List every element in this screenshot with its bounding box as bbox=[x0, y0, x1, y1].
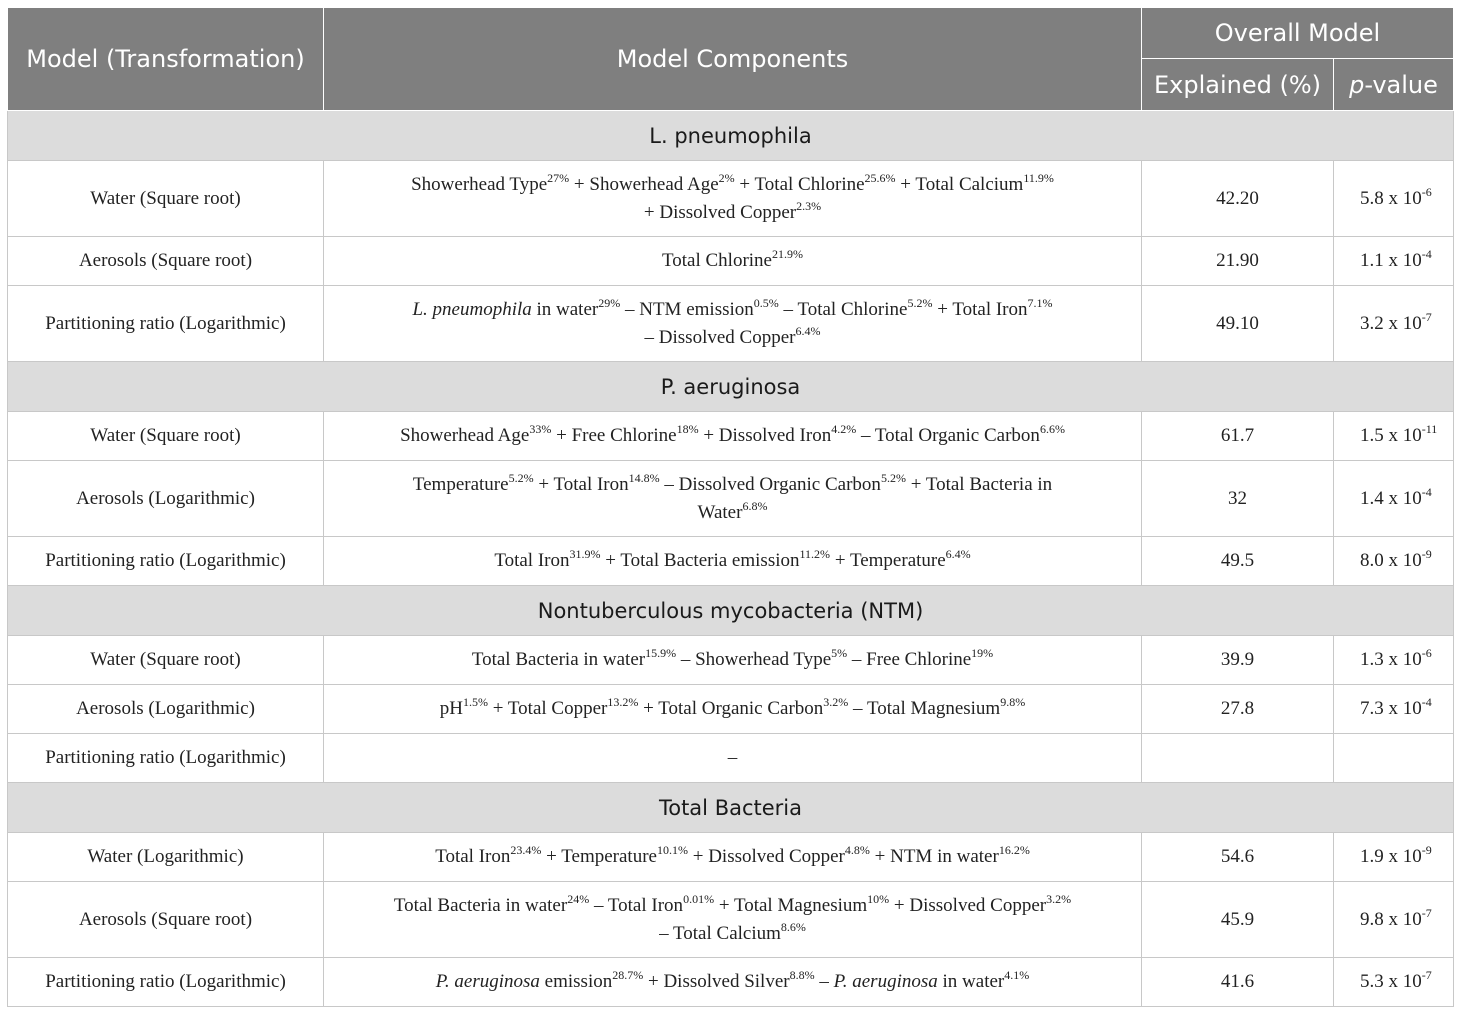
component-contribution: 5% bbox=[831, 646, 848, 660]
component-name: in water bbox=[531, 298, 599, 320]
component-contribution: 10% bbox=[867, 891, 890, 906]
operator: – bbox=[644, 326, 659, 348]
explained-cell: 39.9 bbox=[1142, 636, 1334, 685]
p-value-exponent: -4 bbox=[1421, 695, 1432, 709]
section-title: L. pneumophila bbox=[8, 111, 1454, 161]
component-contribution: 15.9% bbox=[645, 646, 677, 660]
component-name: Showerhead Type bbox=[695, 649, 832, 670]
table-row bbox=[8, 958, 1454, 1007]
component-name: Total Chlorine bbox=[754, 173, 865, 195]
operator: + bbox=[533, 473, 554, 495]
explained-cell: 54.6 bbox=[1142, 833, 1334, 882]
p-value-exponent: -11 bbox=[1421, 422, 1438, 436]
operator: + bbox=[869, 846, 891, 867]
p-value-cell bbox=[1334, 958, 1454, 1007]
explained-cell: 32 bbox=[1142, 461, 1334, 537]
component-contribution: 6.8% bbox=[742, 498, 768, 513]
component-contribution: 7.1% bbox=[1027, 295, 1053, 310]
p-value-base: 1.9 x 10 bbox=[1360, 846, 1422, 867]
operator: + bbox=[541, 846, 562, 867]
model-cell: Water (Square root) bbox=[8, 161, 324, 237]
component-contribution: 11.9% bbox=[1023, 170, 1054, 185]
p-value-exponent: -6 bbox=[1421, 184, 1432, 199]
p-value-cell bbox=[1334, 161, 1454, 237]
components-cell bbox=[324, 734, 1142, 783]
table-row bbox=[8, 286, 1454, 362]
components-cell bbox=[324, 537, 1142, 586]
section-row bbox=[8, 362, 1454, 412]
header-p-suffix: -value bbox=[1364, 70, 1438, 99]
p-value-cell bbox=[1334, 412, 1454, 461]
operator: + bbox=[551, 425, 572, 446]
component-contribution: 3.2% bbox=[1046, 891, 1072, 906]
organism-name: L. pneumophila bbox=[412, 298, 532, 320]
component-contribution: 1.5% bbox=[463, 695, 489, 709]
model-cell: Partitioning ratio (Logarithmic) bbox=[8, 958, 324, 1007]
model-cell: Water (Logarithmic) bbox=[8, 833, 324, 882]
component-contribution: 16.2% bbox=[998, 843, 1030, 857]
table-row bbox=[8, 734, 1454, 783]
component-contribution: 31.9% bbox=[569, 547, 601, 561]
component-name: Total Chlorine bbox=[661, 250, 772, 271]
component-contribution: 13.2% bbox=[607, 695, 639, 709]
explained-cell: 41.6 bbox=[1142, 958, 1334, 1007]
table-row bbox=[8, 685, 1454, 734]
header-overall-model: Overall Model bbox=[1142, 8, 1454, 59]
component-name: Temperature bbox=[412, 473, 509, 495]
operator: + bbox=[905, 473, 926, 495]
p-value-base: 1.5 x 10 bbox=[1360, 425, 1422, 446]
components-cell bbox=[324, 412, 1142, 461]
p-value-cell bbox=[1334, 685, 1454, 734]
component-name: Dissolved Copper bbox=[659, 201, 797, 223]
p-value-cell bbox=[1334, 237, 1454, 286]
model-cell: Water (Square root) bbox=[8, 636, 324, 685]
operator: – bbox=[856, 425, 875, 446]
explained-cell bbox=[1142, 734, 1334, 783]
p-value-cell bbox=[1334, 286, 1454, 362]
component-name: Temperature bbox=[849, 550, 946, 571]
component-contribution: 0.01% bbox=[683, 891, 715, 906]
p-value-exponent: -4 bbox=[1421, 484, 1432, 499]
table-header bbox=[8, 8, 1454, 111]
organism-name: P. aeruginosa bbox=[833, 971, 938, 992]
component-contribution: 6.6% bbox=[1039, 422, 1065, 436]
operator: – bbox=[814, 971, 834, 992]
operator: + bbox=[698, 425, 719, 446]
section-title: Nontuberculous mycobacteria (NTM) bbox=[8, 586, 1454, 636]
component-name: Total Magnesium bbox=[733, 894, 868, 916]
component-name: Total Bacteria emission bbox=[620, 550, 800, 571]
components-cell bbox=[324, 161, 1142, 237]
header-p-letter: p bbox=[1349, 70, 1365, 99]
operator: + bbox=[569, 173, 590, 195]
operator: – bbox=[778, 298, 798, 320]
component-name: Dissolved Silver bbox=[663, 971, 790, 992]
p-value-base: 7.3 x 10 bbox=[1360, 698, 1422, 719]
component-name: Total Iron bbox=[494, 550, 570, 571]
model-cell: Water (Square root) bbox=[8, 412, 324, 461]
section-row bbox=[8, 586, 1454, 636]
component-contribution: 6.4% bbox=[795, 323, 821, 338]
header-model: Model (Transformation) bbox=[8, 8, 324, 111]
component-name: Total Organic Carbon bbox=[874, 425, 1040, 446]
operator: – bbox=[848, 698, 867, 719]
component-name: in water bbox=[937, 971, 1005, 992]
table-row bbox=[8, 461, 1454, 537]
operator: + bbox=[638, 698, 659, 719]
operator: + bbox=[889, 894, 910, 916]
operator: + bbox=[895, 173, 916, 195]
model-cell: Partitioning ratio (Logarithmic) bbox=[8, 537, 324, 586]
component-contribution: 3.2% bbox=[823, 695, 849, 709]
table-row bbox=[8, 161, 1454, 237]
component-contribution: 18% bbox=[676, 422, 699, 436]
component-name: Total Magnesium bbox=[866, 698, 1001, 719]
p-value-cell bbox=[1334, 833, 1454, 882]
operator: + bbox=[714, 894, 734, 916]
component-contribution: 4.8% bbox=[844, 843, 870, 857]
component-name: Temperature bbox=[561, 846, 657, 867]
p-value-cell bbox=[1334, 636, 1454, 685]
section-title: P. aeruginosa bbox=[8, 362, 1454, 412]
component-contribution: 2.3% bbox=[796, 198, 822, 213]
component-contribution: 23.4% bbox=[510, 843, 542, 857]
component-name: Free Chlorine bbox=[866, 649, 972, 670]
component-name: Total Organic Carbon bbox=[658, 698, 824, 719]
explained-cell: 45.9 bbox=[1142, 882, 1334, 958]
component-contribution: 10.1% bbox=[656, 843, 688, 857]
component-name: NTM emission bbox=[639, 298, 754, 320]
section-row bbox=[8, 111, 1454, 161]
operator: – bbox=[589, 894, 608, 916]
explained-cell: 49.5 bbox=[1142, 537, 1334, 586]
table-row bbox=[8, 412, 1454, 461]
p-value-exponent: -7 bbox=[1421, 968, 1432, 982]
p-value-exponent: -4 bbox=[1421, 247, 1432, 261]
explained-cell: 49.10 bbox=[1142, 286, 1334, 362]
p-value-base: 1.4 x 10 bbox=[1360, 487, 1422, 509]
operator: + bbox=[488, 698, 508, 719]
p-value-base: 5.3 x 10 bbox=[1360, 971, 1422, 992]
table-row bbox=[8, 833, 1454, 882]
p-value-cell bbox=[1334, 461, 1454, 537]
components-cell bbox=[324, 882, 1142, 958]
components-cell bbox=[324, 636, 1142, 685]
model-cell: Aerosols (Logarithmic) bbox=[8, 685, 324, 734]
components-cell bbox=[324, 461, 1142, 537]
component-name: Total Copper bbox=[507, 698, 608, 719]
component-contribution: 11.2% bbox=[799, 547, 831, 561]
table-row bbox=[8, 537, 1454, 586]
table-row bbox=[8, 882, 1454, 958]
component-contribution: 2% bbox=[718, 170, 735, 185]
component-contribution: 0.5% bbox=[753, 295, 779, 310]
header-p-value bbox=[1334, 59, 1454, 111]
components-cell bbox=[324, 833, 1142, 882]
components-cell bbox=[324, 237, 1142, 286]
component-contribution: 9.8% bbox=[1000, 695, 1026, 709]
component-contribution: 24% bbox=[567, 891, 590, 906]
p-value-base: 1.1 x 10 bbox=[1360, 250, 1422, 271]
operator: – bbox=[847, 649, 867, 670]
model-cell: Partitioning ratio (Logarithmic) bbox=[8, 734, 324, 783]
operator: – bbox=[676, 649, 696, 670]
operator: + bbox=[600, 550, 621, 571]
component-name: – bbox=[727, 747, 738, 768]
operator: + bbox=[687, 846, 709, 867]
p-value-exponent: -7 bbox=[1421, 309, 1432, 324]
operator: + bbox=[643, 201, 660, 223]
component-contribution: 33% bbox=[529, 422, 552, 436]
component-contribution: 5.2% bbox=[907, 295, 933, 310]
component-name: Total Bacteria in bbox=[925, 473, 1053, 495]
explained-cell: 27.8 bbox=[1142, 685, 1334, 734]
p-value-exponent: -9 bbox=[1421, 547, 1432, 561]
component-name: Total Chlorine bbox=[797, 298, 908, 320]
component-contribution: 28.7% bbox=[612, 968, 644, 982]
component-name: Showerhead Age bbox=[400, 425, 530, 446]
table-body bbox=[8, 111, 1454, 1007]
table-row bbox=[8, 636, 1454, 685]
p-value-base: 5.8 x 10 bbox=[1360, 187, 1422, 209]
p-value-cell bbox=[1334, 734, 1454, 783]
component-name: Showerhead Age bbox=[589, 173, 719, 195]
component-contribution: 5.2% bbox=[880, 470, 906, 485]
explained-cell: 21.90 bbox=[1142, 237, 1334, 286]
components-cell bbox=[324, 958, 1142, 1007]
component-name: pH bbox=[439, 698, 464, 719]
component-name: Dissolved Copper bbox=[658, 326, 796, 348]
component-name: Dissolved Copper bbox=[708, 846, 845, 867]
component-name: Total Bacteria in water bbox=[393, 894, 568, 916]
component-name: Water bbox=[697, 501, 743, 523]
header-components: Model Components bbox=[324, 8, 1142, 111]
component-contribution: 19% bbox=[971, 646, 994, 660]
component-name: Dissolved Organic Carbon bbox=[678, 473, 881, 495]
model-cell: Aerosols (Square root) bbox=[8, 237, 324, 286]
component-contribution: 4.2% bbox=[831, 422, 857, 436]
component-contribution: 4.1% bbox=[1004, 968, 1030, 982]
explained-cell: 61.7 bbox=[1142, 412, 1334, 461]
model-cell: Aerosols (Square root) bbox=[8, 882, 324, 958]
p-value-base: 1.3 x 10 bbox=[1360, 649, 1422, 670]
component-name: Total Bacteria in water bbox=[471, 649, 646, 670]
operator: + bbox=[643, 971, 664, 992]
p-value-cell bbox=[1334, 882, 1454, 958]
component-contribution: 29% bbox=[598, 295, 621, 310]
component-name: Dissolved Copper bbox=[909, 894, 1047, 916]
component-contribution: 21.9% bbox=[772, 247, 803, 261]
component-contribution: 5.2% bbox=[508, 470, 534, 485]
p-value-exponent: -9 bbox=[1421, 843, 1432, 857]
p-value-base: 3.2 x 10 bbox=[1360, 312, 1422, 334]
operator: + bbox=[830, 550, 850, 571]
component-name: NTM in water bbox=[890, 846, 999, 867]
component-name: Total Iron bbox=[553, 473, 629, 495]
component-name: Total Iron bbox=[435, 846, 511, 867]
operator: – bbox=[620, 298, 640, 320]
component-name: Total Iron bbox=[952, 298, 1028, 320]
component-name: Total Calcium bbox=[673, 922, 781, 944]
operator: – bbox=[659, 473, 679, 495]
component-name: Free Chlorine bbox=[571, 425, 677, 446]
components-cell bbox=[324, 286, 1142, 362]
p-value-exponent: -7 bbox=[1421, 905, 1432, 920]
component-contribution: 27% bbox=[547, 170, 570, 185]
component-contribution: 6.4% bbox=[945, 547, 971, 561]
component-contribution: 8.6% bbox=[780, 919, 806, 934]
model-cell: Partitioning ratio (Logarithmic) bbox=[8, 286, 324, 362]
component-name: Dissolved Iron bbox=[718, 425, 832, 446]
component-name: Total Iron bbox=[607, 894, 684, 916]
p-value-base: 9.8 x 10 bbox=[1360, 908, 1422, 930]
operator: – bbox=[659, 922, 673, 944]
component-name: Total Calcium bbox=[915, 173, 1024, 195]
components-cell bbox=[324, 685, 1142, 734]
organism-name: P. aeruginosa bbox=[435, 971, 540, 992]
component-contribution: 25.6% bbox=[864, 170, 896, 185]
operator: + bbox=[734, 173, 755, 195]
model-cell: Aerosols (Logarithmic) bbox=[8, 461, 324, 537]
explained-cell: 42.20 bbox=[1142, 161, 1334, 237]
section-row bbox=[8, 783, 1454, 833]
component-name: Showerhead Type bbox=[411, 173, 548, 195]
header-explained: Explained (%) bbox=[1142, 59, 1334, 111]
section-title: Total Bacteria bbox=[8, 783, 1454, 833]
p-value-exponent: -6 bbox=[1421, 646, 1432, 660]
p-value-base: 8.0 x 10 bbox=[1360, 550, 1422, 571]
component-contribution: 8.8% bbox=[789, 968, 815, 982]
regression-model-table bbox=[7, 7, 1454, 1007]
operator: + bbox=[932, 298, 953, 320]
table-row bbox=[8, 237, 1454, 286]
component-contribution: 14.8% bbox=[628, 470, 660, 485]
p-value-cell bbox=[1334, 537, 1454, 586]
component-name: emission bbox=[539, 971, 613, 992]
